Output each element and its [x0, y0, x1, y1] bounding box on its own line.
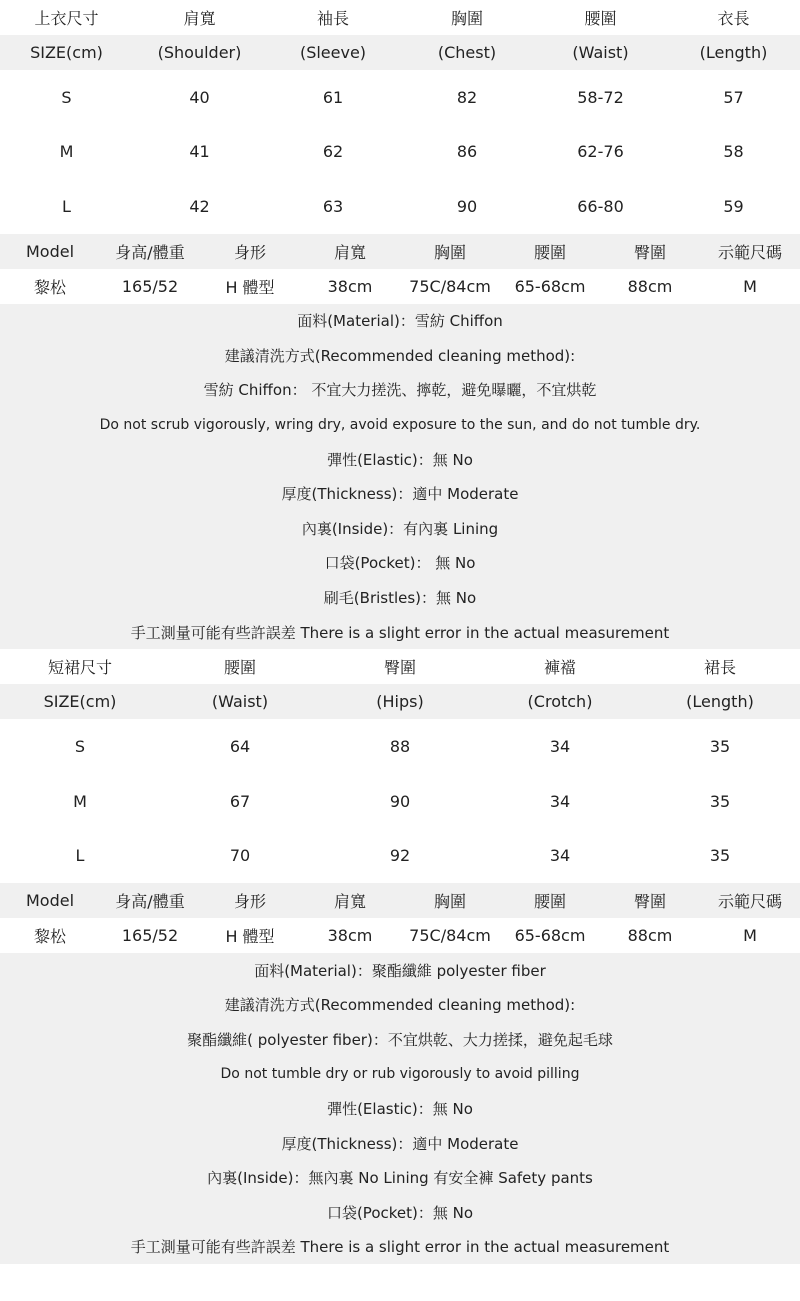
- header-cell: 胸圍: [433, 891, 466, 911]
- measurement-note: 手工測量可能有些許誤差 There is a slight error in the actual measurement: [130, 623, 670, 642]
- bristles-line: 刷毛(Bristles)：無 No: [323, 589, 477, 608]
- header-cell: 肩寬: [333, 891, 366, 911]
- table-cell: 黎松: [33, 926, 66, 946]
- table-cell: M: [743, 276, 757, 296]
- table-cell: 90: [389, 791, 411, 811]
- top-size-header-zh: [0, 0, 800, 35]
- pocket-line: 口袋(Pocket)：無 No: [326, 1203, 474, 1222]
- table-cell: 35: [709, 737, 731, 757]
- table-cell: 黎松: [33, 277, 66, 297]
- table-cell: 86: [456, 142, 478, 162]
- skirt-size-header-zh: [0, 649, 800, 684]
- table-cell: 59: [723, 196, 744, 216]
- model-header-row: [0, 234, 800, 269]
- table-cell: 70: [229, 846, 251, 866]
- table-cell: 64: [229, 737, 251, 757]
- top-model-table: [0, 234, 800, 304]
- table-cell: H 體型: [225, 277, 275, 297]
- header-cell: 胸圍: [433, 242, 466, 262]
- header-cell: (Hips): [376, 692, 424, 712]
- cleaning-title: 建議清洗方式(Recommended cleaning method):: [224, 996, 576, 1015]
- header-cell: 臀圍: [633, 891, 666, 911]
- inside-line: 內裏(Inside)：無內裏 No Lining 有安全褲 Safety pants: [207, 1169, 593, 1188]
- table-cell: 35: [709, 846, 731, 866]
- table-cell: 62-76: [577, 142, 624, 162]
- table-cell: 34: [549, 737, 571, 757]
- header-cell: 袖長: [316, 9, 349, 28]
- table-cell: 92: [389, 846, 411, 866]
- table-cell: 65-68cm: [514, 276, 586, 296]
- table-cell: 63: [322, 196, 344, 216]
- header-cell: (Chest): [437, 43, 497, 62]
- header-cell: 肩寬: [333, 242, 366, 262]
- table-cell: 57: [723, 87, 744, 107]
- top-material-info: [0, 304, 800, 650]
- header-cell: 上衣尺寸: [34, 9, 99, 28]
- table-cell: 34: [549, 791, 571, 811]
- table-cell: 40: [189, 87, 210, 107]
- table-cell: 41: [189, 142, 210, 162]
- table-cell: 62: [322, 142, 344, 162]
- header-cell: (Sleeve): [299, 43, 367, 62]
- table-cell: 61: [322, 87, 344, 107]
- table-cell: 75C/84cm: [409, 276, 491, 296]
- table-cell: 38cm: [327, 925, 373, 945]
- table-cell: 42: [189, 196, 210, 216]
- header-cell: 腰圍: [533, 891, 566, 911]
- table-cell: 90: [456, 196, 478, 216]
- table-cell: 35: [709, 791, 731, 811]
- header-cell: 身高/體重: [115, 891, 185, 911]
- header-cell: (Shoulder): [157, 43, 242, 62]
- header-cell: 肩寬: [183, 9, 216, 28]
- table-cell: 66-80: [577, 196, 624, 216]
- header-cell: 示範尺碼: [717, 891, 782, 911]
- header-cell: SIZE(cm): [30, 43, 103, 62]
- table-cell: 58-72: [577, 87, 624, 107]
- table-cell: M: [73, 791, 87, 811]
- table-cell: 65-68cm: [514, 925, 586, 945]
- top-size-header-en: [0, 35, 800, 70]
- header-cell: 腰圍: [533, 242, 566, 262]
- table-cell: 88cm: [627, 925, 673, 945]
- table-cell: 75C/84cm: [409, 925, 491, 945]
- table-cell: 88: [389, 737, 411, 757]
- table-row: [0, 70, 800, 125]
- header-cell: (Length): [699, 43, 768, 62]
- table-row: [0, 179, 800, 234]
- header-cell: (Waist): [211, 692, 269, 712]
- table-cell: L: [62, 196, 71, 216]
- header-cell: 身形: [233, 242, 266, 262]
- thickness-line: 厚度(Thickness)：適中 Moderate: [281, 485, 519, 504]
- table-cell: 58: [723, 142, 744, 162]
- pocket-line: 口袋(Pocket)： 無 No: [324, 554, 476, 573]
- table-cell: 82: [456, 87, 478, 107]
- header-cell: 衣長: [717, 9, 750, 28]
- cleaning-title: 建議清洗方式(Recommended cleaning method):: [224, 346, 576, 365]
- header-cell: 短裙尺寸: [47, 658, 112, 678]
- header-cell: 腰圍: [584, 9, 617, 28]
- skirt-size-header-en: [0, 684, 800, 719]
- measurement-note: 手工測量可能有些許誤差 There is a slight error in the actual measurement: [130, 1238, 670, 1257]
- thickness-line: 厚度(Thickness)：適中 Moderate: [281, 1134, 519, 1153]
- table-cell: M: [743, 925, 757, 945]
- skirt-size-table: [0, 649, 800, 883]
- top-size-table: [0, 0, 800, 234]
- inside-line: 內裏(Inside)：有內裏 Lining: [301, 519, 499, 538]
- skirt-material-info: [0, 953, 800, 1264]
- header-cell: 示範尺碼: [717, 242, 782, 262]
- header-cell: 胸圍: [450, 9, 483, 28]
- table-cell: 67: [229, 791, 251, 811]
- header-cell: SIZE(cm): [43, 692, 117, 712]
- model-data-row: [0, 269, 800, 304]
- table-cell: 34: [549, 846, 571, 866]
- table-cell: 165/52: [121, 276, 179, 296]
- header-cell: (Crotch): [527, 692, 593, 712]
- table-cell: 88cm: [627, 276, 673, 296]
- model-data-row: [0, 918, 800, 953]
- model-header-row: [0, 883, 800, 918]
- elastic-line: 彈性(Elastic)：無 No: [327, 450, 473, 469]
- cleaning-en: Do not tumble dry or rub vigorously to avoid pilling: [220, 1066, 580, 1083]
- table-cell: 38cm: [327, 276, 373, 296]
- table-cell: L: [75, 846, 85, 866]
- cleaning-en: Do not scrub vigorously, wring dry, avoid exposure to the sun, and do not tumble dry.: [99, 416, 701, 433]
- header-cell: 裙長: [703, 658, 736, 678]
- header-cell: Model: [25, 241, 75, 261]
- table-row: [0, 774, 800, 829]
- skirt-model-table: [0, 883, 800, 953]
- header-cell: 身高/體重: [115, 242, 185, 262]
- elastic-line: 彈性(Elastic)：無 No: [327, 1100, 473, 1119]
- material-line: 面料(Material)：雪紡 Chiffon: [297, 312, 503, 331]
- table-cell: M: [59, 142, 74, 162]
- table-row: [0, 719, 800, 774]
- header-cell: 腰圍: [223, 658, 256, 678]
- material-line: 面料(Material)：聚酯纖維 polyester fiber: [254, 961, 546, 980]
- header-cell: 褲襠: [543, 658, 576, 678]
- table-cell: H 體型: [225, 926, 275, 946]
- table-cell: S: [61, 87, 72, 107]
- header-cell: 身形: [233, 891, 266, 911]
- table-cell: 165/52: [121, 925, 179, 945]
- table-row: [0, 125, 800, 180]
- header-cell: 臀圍: [383, 658, 416, 678]
- header-cell: Model: [25, 890, 75, 910]
- cleaning-zh: 聚酯纖維( polyester fiber)：不宜烘乾、大力搓揉，避免起毛球: [187, 1030, 613, 1049]
- cleaning-zh: 雪紡 Chiffon： 不宜大力搓洗、擰乾，避免曝曬，不宜烘乾: [203, 381, 597, 400]
- table-row: [0, 828, 800, 883]
- table-cell: S: [74, 737, 86, 757]
- header-cell: (Waist): [572, 43, 629, 62]
- header-cell: (Length): [686, 692, 754, 712]
- header-cell: 臀圍: [633, 242, 666, 262]
